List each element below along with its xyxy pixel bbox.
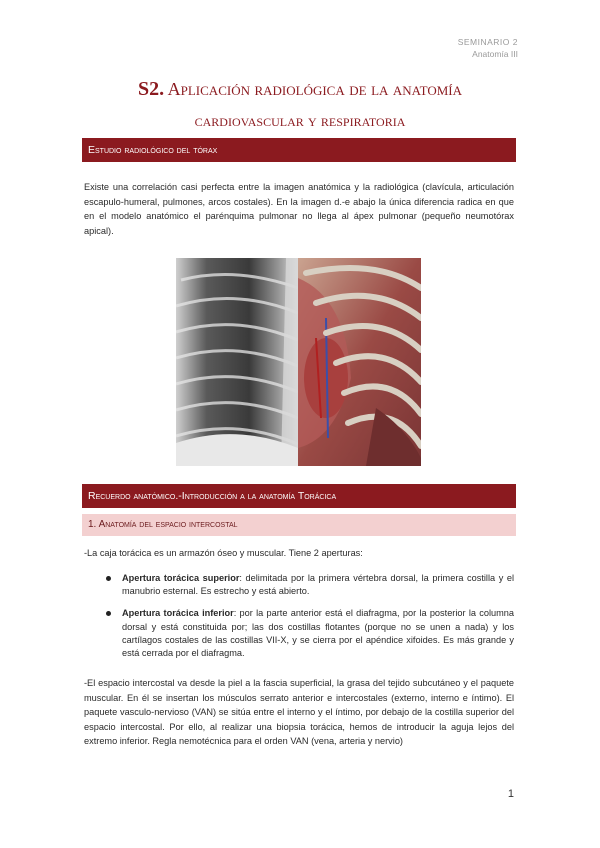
running-header — [458, 36, 518, 60]
document-title — [0, 76, 600, 134]
subsection-heading-intercostal: 1. Anatomía del espacio intercostal — [82, 514, 516, 536]
header-seminar: SEMINARIO 2 — [457, 37, 518, 47]
bullet-icon — [106, 611, 111, 616]
section-heading-radiology: Estudio radiológico del tórax — [82, 138, 516, 162]
list-item-text: : por la parte anterior está el diafragma, por la posterior la columna dorsal y está constituida por; las dos costillas flotantes (porque no se unen a nada) y los cartílagos costales de las costillas VII-X, y se cierra por el apéndice xifoides. Es más grande y está cerrada por el diafragma. — [122, 608, 514, 659]
thorax-illustration — [176, 258, 421, 466]
list-item-term: Apertura torácica inferior — [122, 608, 234, 619]
title-line-2: cardiovascular y respiratoria — [194, 111, 406, 130]
intro-paragraph: -La caja torácica es un armazón óseo y muscular. Tiene 2 aperturas: — [84, 548, 363, 558]
list-item-term: Apertura torácica superior — [122, 573, 240, 583]
section-paragraph-radiology: Existe una correlación casi perfecta entre la imagen anatómica y la radiológica (clavícula, articulación escapulo-humeral, pulmones, arcos costales). En la imagen d.-e abajo la única diferencia radica en que en el modelo anatómico el parénquima pulmonar no llega al ápex pulmonar (pequeño neumotórax apical). — [84, 182, 514, 236]
list-item-text: : delimitada por la primera vértebra dorsal, la primera costilla y el manubrio esternal. Es estrecho y está abierto. — [122, 573, 514, 597]
intercostal-paragraph: -El espacio intercostal va desde la piel a la fascia superficial, la grasa del tejido subcutáneo y el paquete muscular. En él se insertan los músculos serrato anterior e intercostales (externo, interno e íntimo). El paquete vasculo-nervioso (VAN) se sitúa entre el interno y el íntimo, por debajo de la costilla superior del espacio intercostal. Por ello, al realizar una biopsia torácica, hemos de introducir la aguja lejos del extremo inferior. Regla nemotécnica para el orden VAN (vena, arteria y nervio) — [84, 678, 514, 747]
thorax-comparison-figure — [176, 258, 421, 466]
apertures-list — [84, 572, 514, 669]
list-item — [84, 572, 514, 598]
title-line-1 — [0, 76, 600, 102]
bullet-icon — [106, 576, 111, 581]
title-prefix: S2. — [138, 78, 165, 100]
section-heading-anatomy: Recuerdo anatómico.-Introducción a la anatomía Torácica — [82, 484, 516, 508]
title-text-1: Aplicación radiológica de la anatomía — [167, 79, 462, 99]
header-subject: Anatomía III — [472, 49, 518, 59]
list-item — [84, 607, 514, 660]
page-number: 1 — [507, 788, 514, 800]
